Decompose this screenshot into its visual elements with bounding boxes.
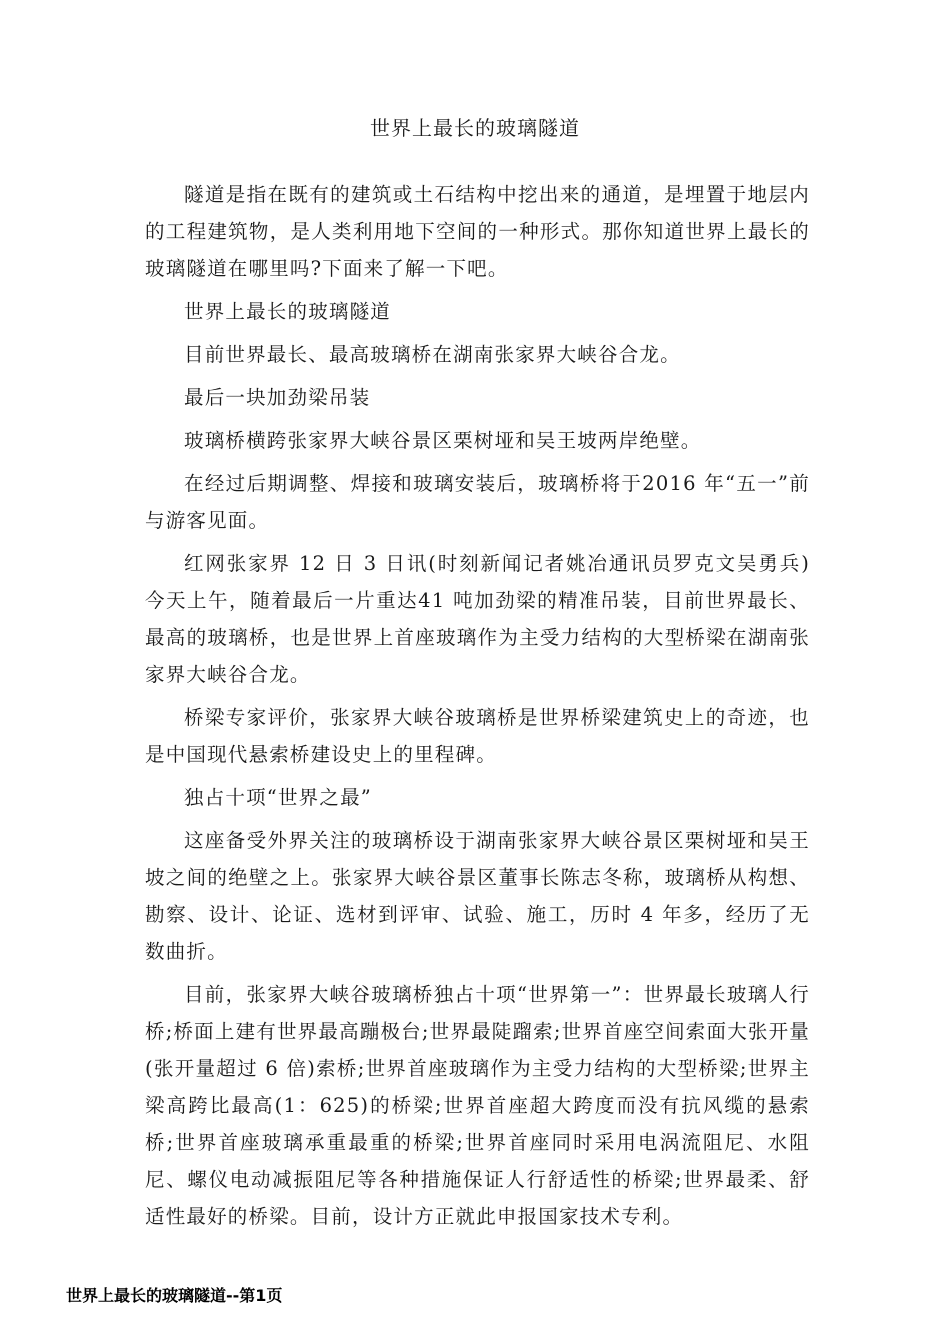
paragraph: 红网张家界 12 日 3 日讯(时刻新闻记者姚冶通讯员罗克文吴勇兵)今天上午，随着最后一片重达41 吨加劲梁的精准吊装，目前世界最长、最高的玻璃桥，也是世界上首座玻璃作为主受力结构的大型桥梁在湖南张家界大峡谷合龙。 bbox=[145, 552, 810, 686]
document-body bbox=[145, 176, 810, 1241]
paragraph: 在经过后期调整、焊接和玻璃安装后，玻璃桥将于2016 年“五一”前与游客见面。 bbox=[145, 472, 810, 532]
paragraph: 桥梁专家评价，张家界大峡谷玻璃桥是世界桥梁建筑史上的奇迹，也是中国现代悬索桥建设史上的里程碑。 bbox=[145, 706, 810, 766]
paragraph: 独占十项“世界之最” bbox=[184, 786, 372, 809]
paragraph: 隧道是指在既有的建筑或土石结构中挖出来的通道，是埋置于地层内的工程建筑物，是人类利用地下空间的一种形式。那你知道世界上最长的玻璃隧道在哪里吗?下面来了解一下吧。 bbox=[145, 183, 810, 280]
paragraph: 玻璃桥横跨张家界大峡谷景区栗树垭和吴王坡两岸绝壁。 bbox=[184, 429, 702, 452]
paragraph: 最后一块加劲梁吊装 bbox=[184, 386, 371, 409]
document-title: 世界上最长的玻璃隧道 bbox=[370, 116, 580, 140]
paragraph: 这座备受外界关注的玻璃桥设于湖南张家界大峡谷景区栗树垭和吴王坡之间的绝壁之上。张家界大峡谷景区董事长陈志冬称，玻璃桥从构想、勘察、设计、论证、选材到评审、试验、施工，历时 4 年多，经历了无数曲折。 bbox=[145, 829, 810, 963]
paragraph: 世界上最长的玻璃隧道 bbox=[184, 300, 392, 323]
paragraph: 目前世界最长、最高玻璃桥在湖南张家界大峡谷合龙。 bbox=[184, 343, 681, 366]
paragraph: 目前，张家界大峡谷玻璃桥独占十项“世界第一”：世界最长玻璃人行桥;桥面上建有世界最高蹦极台;世界最陡蹓索;世界首座空间索面大张开量(张开量超过 6 倍)索桥;世界首座玻璃作为主受力结构的大型桥梁;世界主梁高跨比最高(1：625)的桥梁;世界首座超大跨度而没有抗风缆的悬索桥;世界首座玻璃承重最重的桥梁;世界首座同时采用电涡流阻尼、水阻尼、螺仪电动减振阻尼等各种措施保证人行舒适性的桥梁;世界最柔、舒适性最好的桥梁。目前，设计方正就此申报国家技术专利。 bbox=[145, 983, 811, 1228]
page-footer: 世界上最长的玻璃隧道--第1页 bbox=[66, 1286, 283, 1305]
